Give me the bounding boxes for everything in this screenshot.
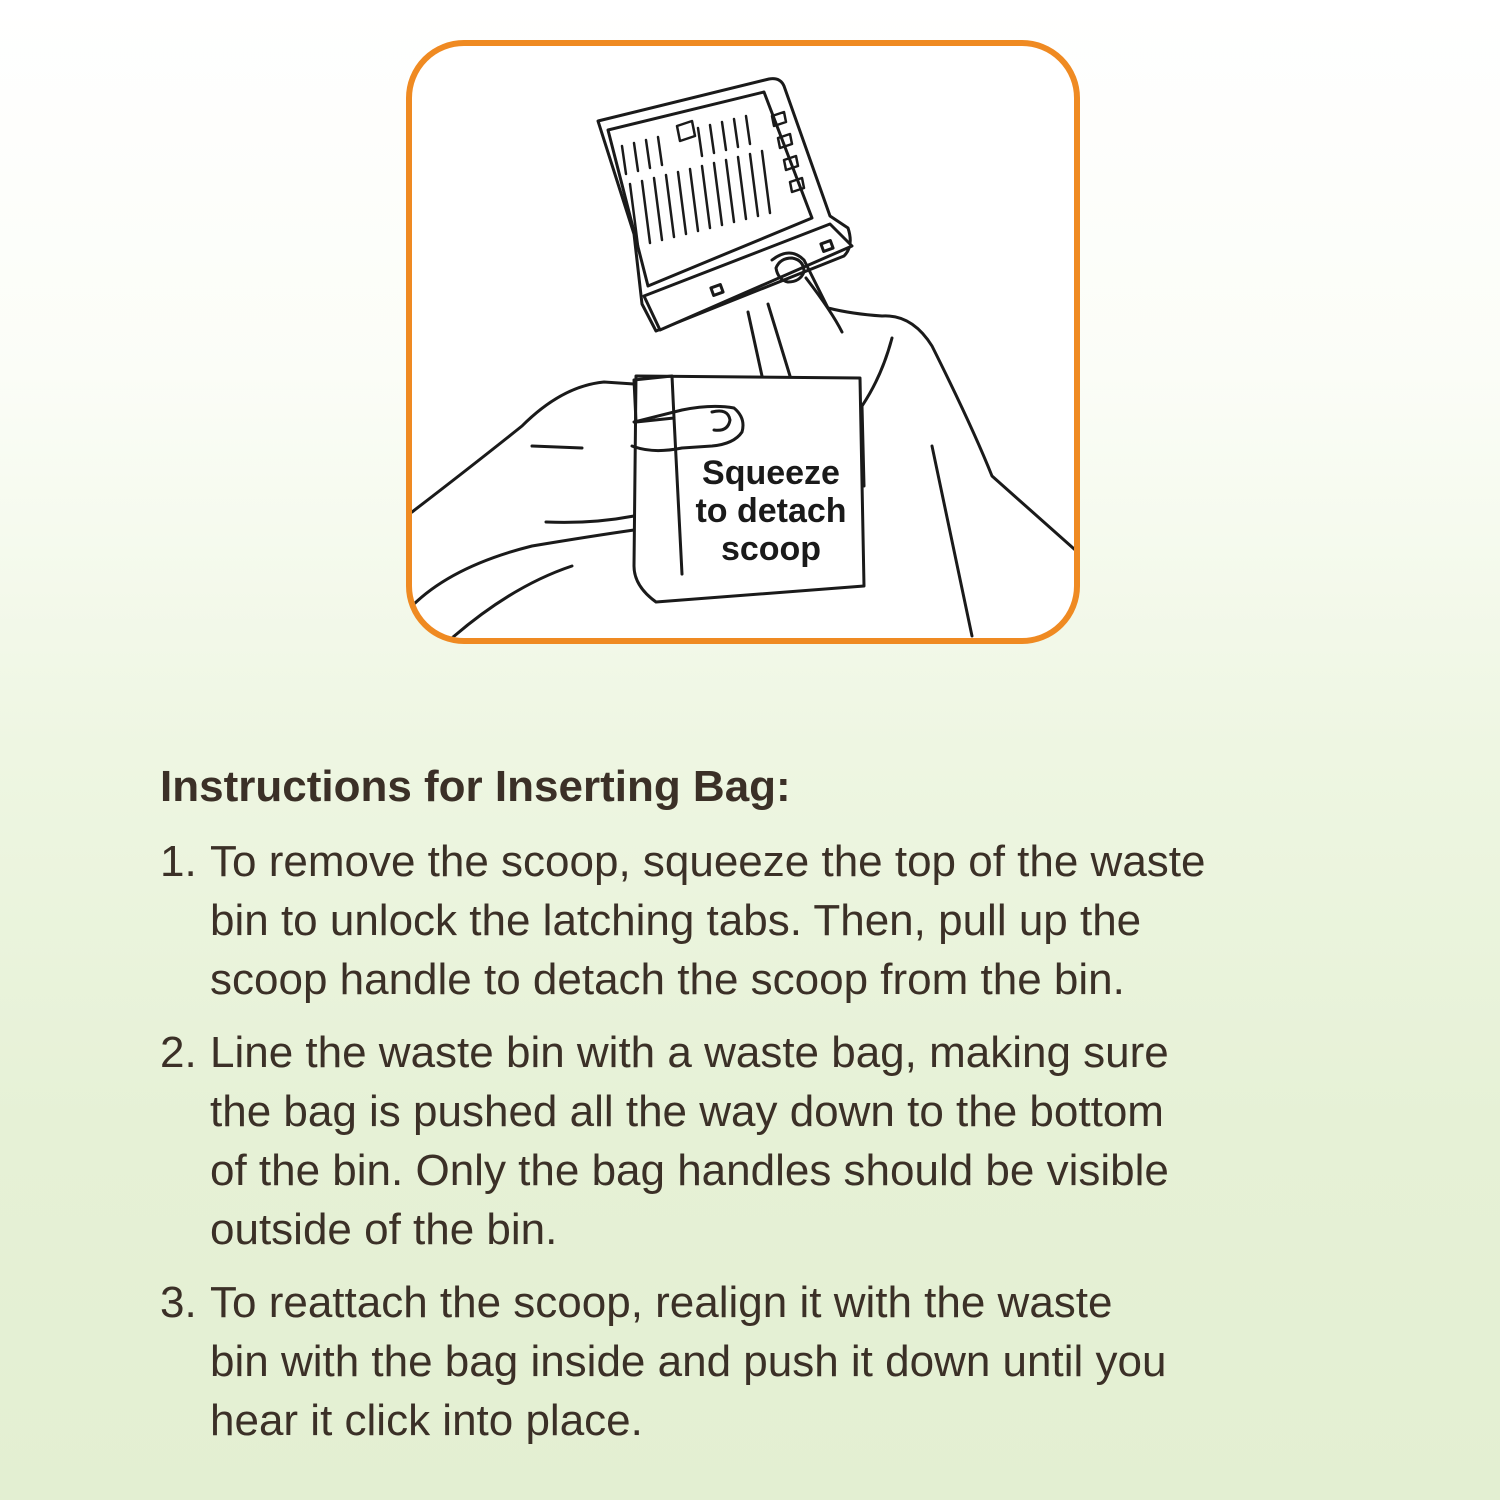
step-line: bin to unlock the latching tabs. Then, pull up the (210, 896, 1142, 945)
instruction-step-2 (160, 1023, 1400, 1259)
callout-line: Squeeze (702, 454, 840, 492)
step-number: 3. (160, 1278, 197, 1327)
callout-line: scoop (720, 530, 822, 568)
step-line: the bag is pushed all the way down to the bottom (210, 1087, 1164, 1136)
step-line: To remove the scoop, squeeze the top of the waste (210, 837, 1206, 886)
step-line: scoop handle to detach the scoop from the bin. (210, 955, 1125, 1004)
squeeze-callout (678, 454, 864, 568)
step-number: 1. (160, 837, 197, 886)
step-line: outside of the bin. (210, 1205, 558, 1254)
step-line: Line the waste bin with a waste bag, making sure (210, 1028, 1169, 1077)
step-line: bin with the bag inside and push it down until you (210, 1337, 1167, 1386)
instruction-step-3 (160, 1273, 1400, 1450)
step-line: of the bin. Only the bag handles should be visible (210, 1146, 1169, 1195)
instruction-step-1 (160, 832, 1400, 1009)
instructions-section (160, 760, 1400, 1464)
step-line: hear it click into place. (210, 1396, 643, 1445)
instructions-heading: Instructions for Inserting Bag: (160, 762, 791, 811)
step-number: 2. (160, 1028, 197, 1077)
callout-line: to detach (695, 492, 847, 530)
illustration-frame (406, 40, 1080, 644)
step-line: To reattach the scoop, realign it with the waste (210, 1278, 1113, 1327)
